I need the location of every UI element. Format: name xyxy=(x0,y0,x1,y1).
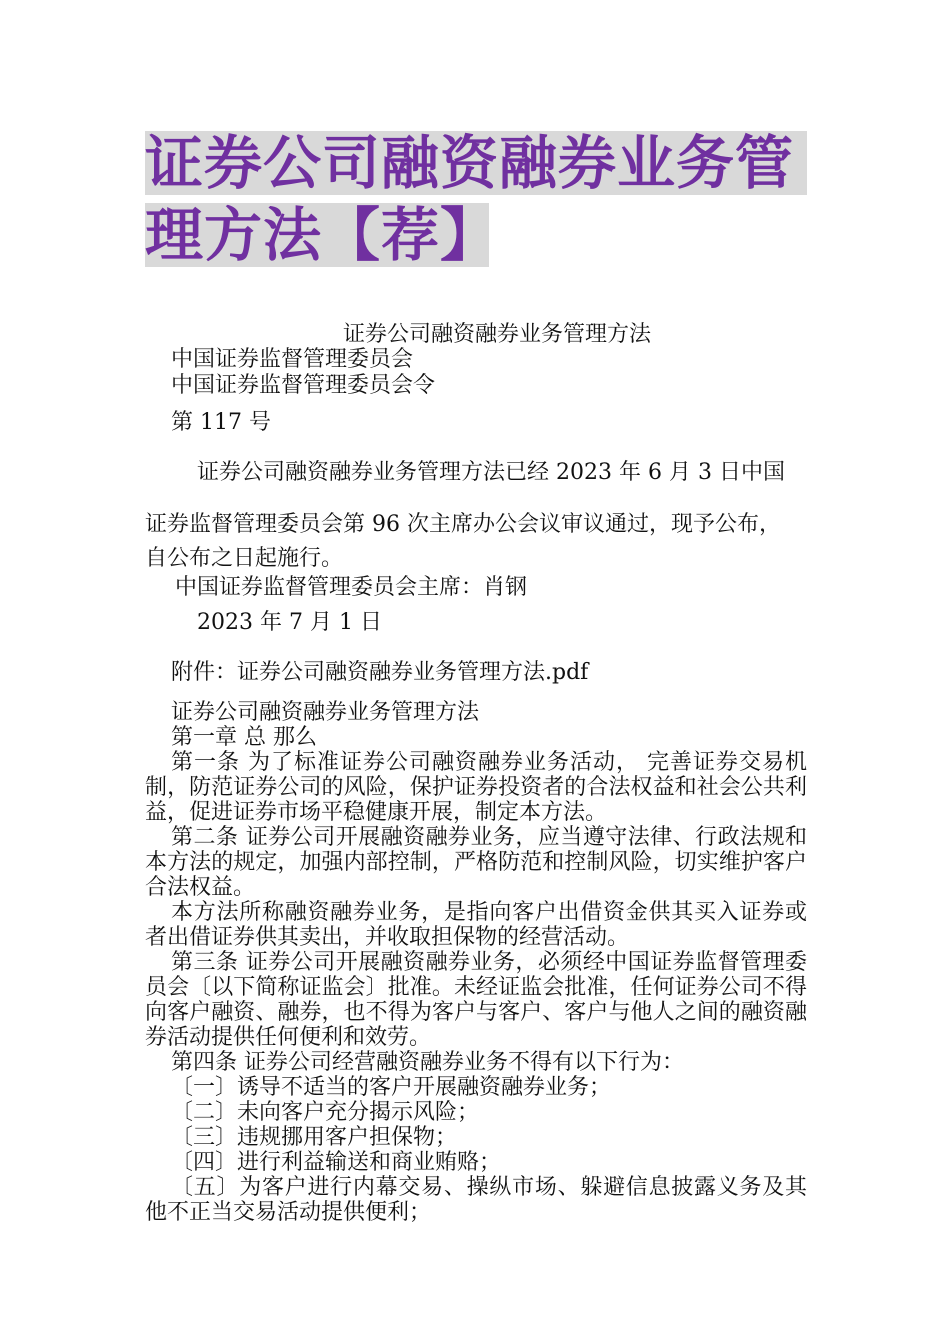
article-3: 第三条 证券公司开展融资融券业务，必须经中国证券监督管理委员会〔以下简称证监会〕批准。未经证监会批准，任何证券公司不得向客户融资、融券，也不得为客户与客户、客户与他人之间的融资融券活动提供任何便利和效劳。 xyxy=(145,950,807,1050)
decree-date: 2023 年 7 月 1 日 xyxy=(197,610,382,635)
notice-line-2: 证券监督管理委员会第 96 次主席办公会议审议通过，现予公布， xyxy=(145,512,781,537)
article-4-item-1: 〔一〕诱导不适当的客户开展融资融券业务； xyxy=(171,1075,612,1100)
article-4-item-3: 〔三〕违规挪用客户担保物； xyxy=(171,1125,458,1150)
decree-number: 第 117 号 xyxy=(171,410,271,435)
decree-line: 中国证券监督管理委员会令 xyxy=(171,373,436,398)
regulation-body xyxy=(145,700,807,1225)
issuer-line: 中国证券监督管理委员会 xyxy=(171,347,414,372)
article-4-item-4: 〔四〕进行利益输送和商业贿赂； xyxy=(171,1150,502,1175)
attachment-link[interactable]: 附件：证券公司融资融券业务管理方法.pdf xyxy=(171,660,589,685)
document-title-line-1: 证券公司融资融券业务管 xyxy=(145,131,807,195)
document-title-line-2: 理方法【荐】 xyxy=(145,201,500,269)
body-heading: 证券公司融资融券业务管理方法 xyxy=(171,700,480,725)
article-2: 第二条 证券公司开展融资融券业务，应当遵守法律、行政法规和本方法的规定，加强内部控制，严格防范和控制风险，切实维护客户合法权益。 xyxy=(145,825,807,900)
article-4-item-5: 〔五〕为客户进行内幕交易、操纵市场、躲避信息披露义务及其他不正当交易活动提供便利； xyxy=(145,1175,807,1225)
article-1: 第一条 为了标准证券公司融资融券业务活动， 完善证券交易机制，防范证券公司的风险，保护证券投资者的合法权益和社会公共利益，促进证券市场平稳健康开展，制定本方法。 xyxy=(145,750,807,825)
notice-line-3: 自公布之日起施行。 xyxy=(145,546,344,571)
document-subtitle: 证券公司融资融券业务管理方法 xyxy=(343,322,652,347)
article-4-item-2: 〔二〕未向客户充分揭示风险； xyxy=(171,1100,480,1125)
chapter-heading: 第一章 总 那么 xyxy=(171,725,317,750)
article-4: 第四条 证券公司经营融资融券业务不得有以下行为： xyxy=(171,1050,684,1075)
notice-line-1: 证券公司融资融券业务管理方法已经 2023 年 6 月 3 日中国 xyxy=(197,460,785,485)
chairman-signature: 中国证券监督管理委员会主席：肖钢 xyxy=(175,575,528,600)
article-2-definition: 本方法所称融资融券业务，是指向客户出借资金供其买入证券或者出借证券供其卖出，并收取担保物的经营活动。 xyxy=(145,900,807,950)
